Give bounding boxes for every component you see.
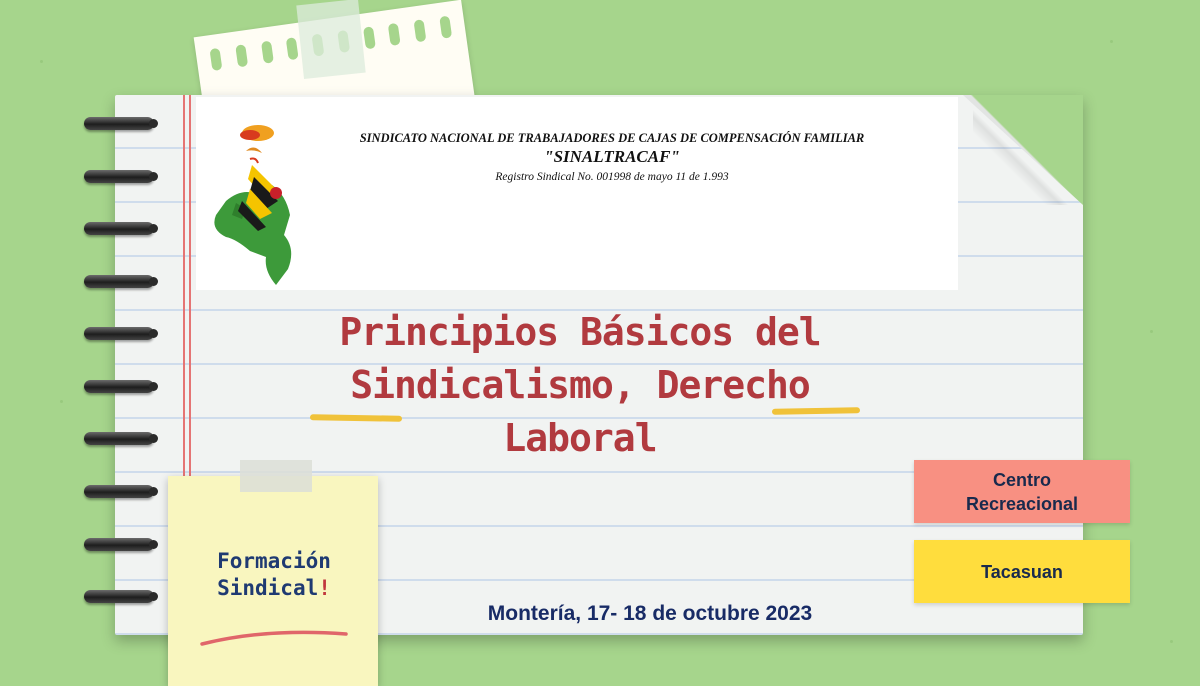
event-date: Montería, 17- 18 de octubre 2023 [487,602,813,625]
location-line-2: Recreacional [965,493,1079,514]
title-line-1: Principios Básicos del [339,310,821,354]
spiral-ring [84,117,154,130]
spiral-ring [84,222,154,235]
spiral-ring [84,485,154,498]
union-name: SINDICATO NACIONAL DE TRABAJADORES DE CAJAS DE COMPENSACIÓN FAMILIAR [359,131,865,145]
spiral-ring [84,380,154,393]
location-place-box [914,540,1130,603]
title-line-3: Laboral [503,416,657,460]
sticky-line-1: Formación [217,549,331,573]
tape-strip [296,0,365,79]
spiral-ring [84,432,154,445]
spiral-ring [84,538,154,551]
location-place: Tacasuan [981,561,1063,582]
union-acronym: "SINALTRACAF" [544,147,680,166]
title-line-2: Sindicalismo, Derecho [350,363,810,407]
spiral-ring [84,275,154,288]
header-banner [196,97,958,290]
background-speck [1170,640,1173,643]
sticky-line-2-text: Sindical [217,576,319,600]
spiral-ring [84,590,154,603]
spiral-ring [84,170,154,183]
union-registry: Registro Sindical No. 001998 de mayo 11 de 1.993 [495,171,729,183]
main-title [300,306,860,465]
location-line-1: Centro [993,469,1051,490]
colombia-map-logo-icon [206,119,301,289]
background-speck [40,60,43,63]
sticky-underline [196,624,352,648]
sticky-note-text [184,548,364,602]
spiral-ring [84,327,154,340]
background-speck [60,400,63,403]
sticky-line-2 [184,575,364,602]
background-speck [1110,40,1113,43]
sticky-tape [240,460,312,492]
sticky-exclaim: ! [318,576,331,600]
location-box [914,460,1130,523]
background-speck [1150,330,1153,333]
